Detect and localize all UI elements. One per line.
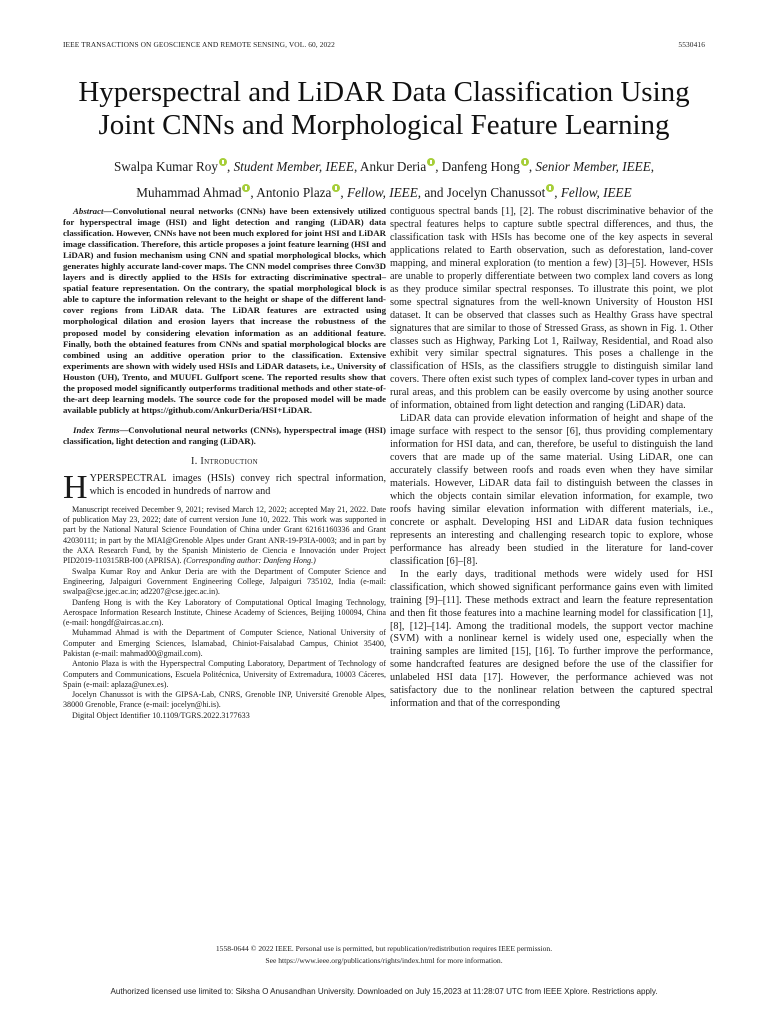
index-terms (63, 425, 386, 447)
author-name: Antonio Plaza (256, 185, 332, 200)
footnote-affiliation: Antonio Plaza is with the Hyperspectral Computing Laboratory, Department of Technology of Computers and Communications, Escuela Politécnica, University of Extremadura, 10003 Cáceres, Spain (e-mail: aplaza@unex.es). (63, 659, 386, 689)
paper-title (40, 76, 728, 142)
lead-caps: YPERSPECTRAL (89, 472, 167, 484)
body-paragraph: contiguous spectral bands [1], [2]. The robust discriminative behavior of the spectral features helps to capture subtle spectral differences, and thus, the classification task with HSIs has become one of the key aspects in several applications related to Earth observation, such as deforestation, land-cover mapping, and mineral exploration (to mention a few) [3]–[5]. However, HSIs are unable to properly differentiate between two complex land covers as long as they produce similar spectral responses. To illustrate this point, we plot some spectral signatures from the well-known University of Houston HSI dataset. It can be observed that classes such as Healthy Grass have spectral signatures that are similar to those of Stressed Grass, as shown in Fig. 1. Other classes such as Highway, Parking Lot 1, Railway, Residential, and Road also exhibit very similar spectral signatures. This poses a challenge in the classification of HSIs, as the classifiers struggle to distinguish similar land covers. There often exist such types of complex land-cover types in urban and rural areas, and this problem can be easily overcome by using another source of information, obtained from light detection and ranging (LiDAR) data. (390, 206, 713, 412)
author-name: Danfeng Hong (441, 159, 520, 174)
index-terms-label: Index Terms— (73, 424, 129, 435)
author-name: Swalpa Kumar Roy (113, 159, 218, 174)
abstract-text: Convolutional neural networks (CNNs) have been extensively utilized for hyperspectral image (HSI) and light detection and ranging (LiDAR) data classification. However, CNNs have not been much explored for joint HSI and LiDAR image classification. Therefore, this article proposes a joint feature learning (HSI and LiDAR) and fusion mechanism using CNN and spatial morphological blocks, which generates highly accurate land-cover maps. The CNN model comprises three Conv3D layers and is directly applied to the HSIs for extracting discriminative spectral–spatial feature representation. On the contrary, the spatial morphological block is able to capture the information relevant to the height or shape of the different land-cover regions from LiDAR data. The LiDAR features are extracted using morphological dilation and erosion layers that increase the robustness of the proposed model by considering elevation information as an additional feature. Finally, both the obtained features from CNNs and spatial morphological blocks are combined using an additive operation prior to the classification. Extensive experiments are shown with widely used HSIs and LiDAR datasets, i.e., University of Houston (UH), Trento, and MUUFL Gulfport scene. The reported results show that the proposed model significantly outperforms traditional methods and other state-of-the-art deep learning models. The source code for the proposed model will be made available publicly at https://github.com/AnkurDeria/HSI+LiDAR. (63, 206, 386, 415)
author-role: Fellow, IEEE (560, 185, 632, 200)
orcid-icon[interactable] (546, 184, 554, 192)
footnote-manuscript: Manuscript received December 9, 2021; revised March 12, 2022; accepted May 21, 2022. Date of publication May 23, 2022; date of current version June 10, 2022. This work was supported in part by the National Natural Science Foundation of China under Grant 62161160336 and Grant 42030111; in part by the MIAI@Grenoble Alpes under Grant ANR-19-P3IA-0003; and in part by the AXA Research Fund, by the Spanish Ministerio de Ciencia e Innovación under Project PID2019-110315RB-I00 (APRISA). (Corresponding author: Danfeng Hong.) (63, 504, 386, 566)
orcid-icon[interactable] (219, 158, 227, 166)
author-role: Fellow, IEEE (346, 185, 418, 200)
abstract (63, 206, 386, 416)
body-paragraph: LiDAR data can provide elevation information of height and shape of the image surface with respect to the sensor [6], thus providing complementary information for HSI data, and can, therefore, be useful to distinguish the land covers that are made up of the same material. Using LiDAR, one can accurately classify between roofs and roads even when they have similar materials. However, LiDAR data fail to distinguish between the classes in which the objects contain similar elevation information, for example, two roofs having similar elevation information with different materials, i.e., concrete or asphalt. Developing HSI and LiDAR data fusion techniques represents an interesting and challenging research topic to explore, whose performance has already been studied in the literature for land-cover classification [6]–[8]. (390, 413, 713, 567)
footnote-doi[interactable]: Digital Object Identifier 10.1109/TGRS.2022.3177633 (72, 710, 250, 720)
author-line-2: Muhammad Ahmad , Antonio Plaza , Fellow, IEEE, and Jocelyn Chanussot , Fellow, IEEE (136, 185, 632, 200)
intro-paragraph (63, 468, 386, 506)
orcid-icon[interactable] (427, 158, 435, 166)
conjunction: and (424, 185, 444, 200)
journal-name: IEEE TRANSACTIONS ON GEOSCIENCE AND REMOTE SENSING, VOL. 60, 2022 (63, 40, 335, 49)
left-column (63, 206, 386, 721)
footnote-affiliation: Muhammad Ahmad is with the Department of Computer Science, National University of Computer and Emerging Sciences, Islamabad, Chiniot-Faisalabad Campus, Chiniot 35400, Pakistan (e-mail: mahmad00@gmail.com). (63, 628, 386, 658)
footnote-affiliation: Jocelyn Chanussot is with the GIPSA-Lab, CNRS, Grenoble INP, Université Grenoble Alpes, 38000 Grenoble, France (e-mail: jocelyn@hi.is). (63, 690, 386, 710)
footnote-affiliation: Swalpa Kumar Roy and Ankur Deria are with the Department of Computer Science and Engineering, Jalpaiguri Government Engineering College, Jalpaiguri 735102, India (e-mail: swalpa@cse.jgec.ac.in; ad2207@cse.jgec.ac.in). (63, 566, 386, 597)
section-heading: I. Introduction (191, 455, 258, 467)
orcid-icon[interactable] (332, 184, 340, 192)
copyright-line: 1558-0644 © 2022 IEEE. Personal use is permitted, but republication/redistribution requires IEEE permission. (215, 944, 553, 953)
intro-text: images (HSIs) convey rich spectral information, which is encoded in hundreds of narrow and (89, 472, 386, 497)
author-line-1: Swalpa Kumar Roy , Student Member, IEEE, Ankur Deria , Danfeng Hong , Senior Member, IEEE, (113, 159, 655, 174)
title-line-1: Hyperspectral and LiDAR Data Classification Using (78, 76, 690, 108)
article-number: 5530416 (678, 40, 705, 49)
copyright-notice (40, 943, 728, 966)
author-list (40, 154, 728, 206)
license-banner: Authorized licensed use limited to: Siksha O Anusandhan University. Downloaded on July 15,2023 at 11:28:07 UTC from IEEE Xplore. Restrictions apply. (110, 987, 658, 996)
running-head (63, 40, 705, 49)
drop-cap: H (63, 468, 88, 506)
author-name: Muhammad Ahmad (136, 185, 242, 200)
orcid-icon[interactable] (242, 184, 250, 192)
footnotes (63, 505, 386, 721)
rights-link[interactable]: See https://www.ieee.org/publications/rights/index.html for more information. (265, 955, 503, 965)
title-line-2: Joint CNNs and Morphological Feature Learning (98, 109, 670, 141)
author-role: Senior Member, IEEE (535, 159, 651, 174)
abstract-label: Abstract— (73, 206, 113, 216)
author-name: Jocelyn Chanussot (446, 185, 546, 200)
index-terms-text: Convolutional neural networks (CNNs), hyperspectral image (HSI) classification, light detection and ranging (LiDAR). (63, 424, 387, 446)
body-paragraph: In the early days, traditional methods were widely used for HSI classification, which showed significant performance gains even with limited training [9]–[11]. These methods extract and learn the feature representation and then fit those features into a machine learning model for classification [1], [8], [12]–[14]. Among the traditional models, the support vector machine (SVM) with a nonlinear kernel is widely used one, especially when the training samples are limited [15], [16]. To further improve the performance, some handcrafted features are designed before the use of the classifier for unlabeled HSI data [17]. However, the performance achieved was not satisfactory due to the nonlinear relation between the captured spectral information and that of the corresponding (390, 568, 713, 710)
right-column (390, 206, 713, 711)
author-role: Student Member, IEEE (233, 159, 355, 174)
footnote-affiliation: Danfeng Hong is with the Key Laboratory of Computational Optical Imaging Technology, Aerospace Information Research Institute, Chinese Academy of Sciences, Beijing 100094, China (e-mail: hongdf@aircas.ac.cn). (63, 597, 386, 628)
author-name: Ankur Deria (359, 159, 427, 174)
orcid-icon[interactable] (521, 158, 529, 166)
